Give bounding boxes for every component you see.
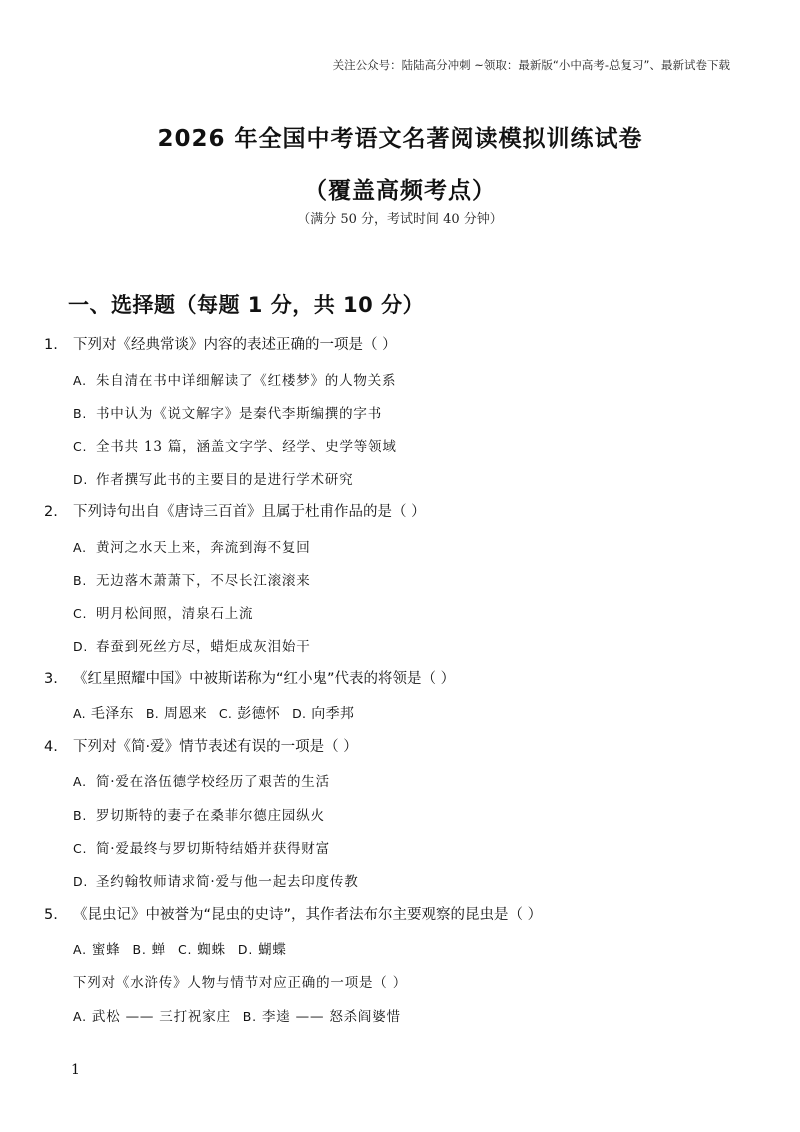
question-number: 4. [44, 739, 58, 755]
question-number: 2. [44, 504, 58, 520]
header-note: 关注公众号：陆陆高分冲刺 ~领取：最新版“小中高考-总复习”、最新试卷下载 [332, 58, 730, 72]
question-3 [44, 667, 455, 688]
option-4d: D. 圣约翰牧师请求简·爱与他一起去印度传教 [73, 874, 359, 890]
question-number: 1. [44, 337, 58, 353]
question-6-text: 下列对《水浒传》人物与情节对应正确的一项是（ ） [73, 975, 407, 991]
option-4a: A. 简·爱在洛伍德学校经历了艰苦的生活 [73, 774, 330, 790]
question-4 [44, 735, 358, 756]
option-1a: A. 朱自清在书中详细解读了《红楼梦》的人物关系 [73, 373, 397, 389]
options-3 [73, 703, 366, 723]
page-number: 1 [71, 1062, 80, 1078]
option-5a: A. 蜜蜂 [73, 942, 121, 958]
option-2c: C. 明月松间照，清泉石上流 [73, 606, 254, 622]
question-text: 下列诗句出自《唐诗三百首》且属于杜甫作品的是（ ） [73, 504, 426, 520]
option-5d: D. 蝴蝶 [237, 942, 287, 958]
option-5c: C. 蜘蛛 [177, 942, 226, 958]
question-1 [44, 333, 397, 354]
option-1d: D. 作者撰写此书的主要目的是进行学术研究 [73, 472, 354, 488]
page-title: 2026 年全国中考语文名著阅读模拟训练试卷 [157, 126, 643, 152]
option-1b: B. 书中认为《说文解字》是秦代李斯编撰的字书 [73, 406, 382, 422]
question-text: 《昆虫记》中被誉为“昆虫的史诗”，其作者法布尔主要观察的昆虫是（ ） [73, 907, 543, 923]
section-title: 一、选择题（每题 1 分，共 10 分） [68, 293, 425, 317]
question-text: 下列对《简·爱》情节表述有误的一项是（ ） [73, 739, 358, 755]
option-2d: D. 春蚕到死丝方尽，蜡炬成灰泪始干 [73, 639, 311, 655]
option-3c: C. 彭德怀 [218, 706, 281, 722]
option-3a: A. 毛泽东 [73, 706, 134, 722]
question-2 [44, 500, 426, 521]
question-text: 下列对《经典常谈》内容的表述正确的一项是（ ） [73, 337, 397, 353]
question-text: 《红星照耀中国》中被斯诺称为“红小鬼”代表的将领是（ ） [73, 671, 456, 687]
question-number: 3. [44, 671, 58, 687]
option-3b: B. 周恩来 [145, 706, 207, 722]
option-1c: C. 全书共 13 篇，涵盖文字学、经学、史学等领域 [73, 439, 397, 455]
option-3d: D. 向季邦 [292, 706, 355, 722]
option-2a: A. 黄河之水天上来，奔流到海不复回 [73, 540, 311, 556]
option-4b: B. 罗切斯特的妻子在桑菲尔德庄园纵火 [73, 808, 325, 824]
option-4c: C. 简·爱最终与罗切斯特结婚并获得财富 [73, 841, 330, 857]
page-subtitle: （覆盖高频考点） [304, 178, 496, 204]
question-number: 5. [44, 907, 58, 923]
options-5 [73, 938, 299, 958]
option-6b: B. 李逵 —— 怒杀阎婆惜 [242, 1009, 401, 1025]
option-2b: B. 无边落木萧萧下，不尽长江滚滚来 [73, 573, 311, 589]
option-6a: A. 武松 —— 三打祝家庄 [73, 1009, 231, 1025]
exam-meta: （满分 50 分，考试时间 40 分钟） [297, 212, 503, 227]
options-6 [73, 1005, 413, 1025]
question-5 [44, 903, 542, 924]
option-5b: B. 蝉 [132, 942, 166, 958]
